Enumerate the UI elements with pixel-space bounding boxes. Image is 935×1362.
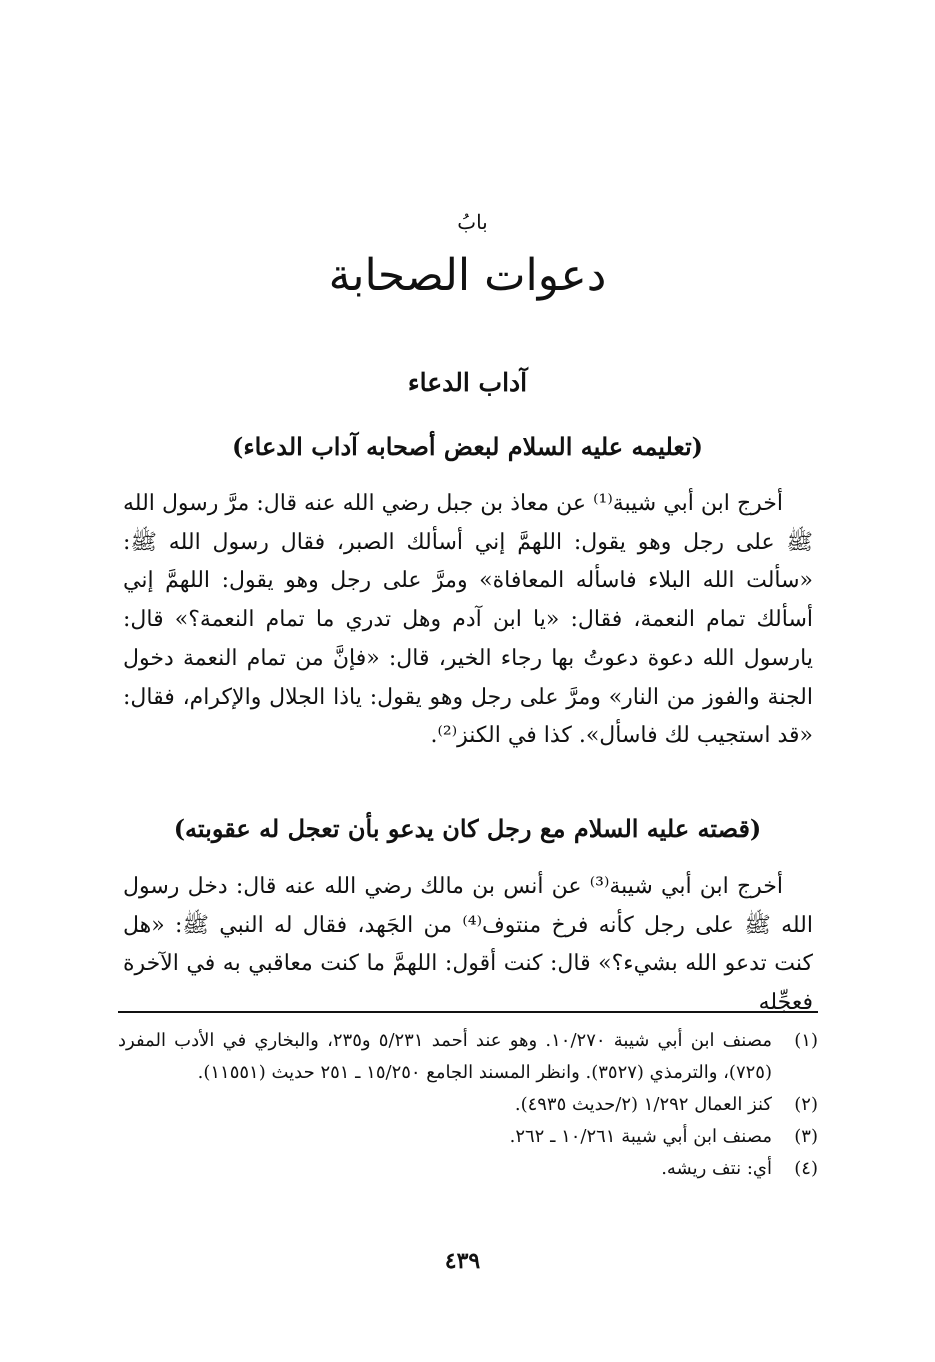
footnote-divider [118, 1011, 818, 1013]
footnote-4 [118, 1153, 818, 1185]
footnote-number: (١) [794, 1030, 818, 1051]
footnote-number: (٤) [794, 1158, 818, 1179]
footnotes-list [118, 1025, 818, 1185]
page-number: ٤٣٩ [444, 1248, 481, 1274]
footnote-text: أي: نتف ريشه. [661, 1158, 772, 1179]
footnote-2 [118, 1089, 818, 1121]
chapter-kicker: بابُ [457, 210, 488, 234]
footnote-1 [118, 1025, 818, 1089]
footnote-text: مصنف ابن أبي شيبة ١٠/٢٦١ ـ ٢٦٢. [509, 1126, 772, 1147]
chapter-title: دعوات الصحابة [328, 250, 607, 301]
footnote-text: كنز العمال ١/٢٩٢ (٢/حديث ٤٩٣٥). [514, 1094, 772, 1115]
footnote-number: (٣) [794, 1126, 818, 1147]
footnote-3 [118, 1121, 818, 1153]
footnote-text: مصنف ابن أبي شيبة ١٠/٢٧٠. وهو عند أحمد ٥/٢٣١ و٢٣٥، والبخاري في الأدب المفرد (٧٢٥)، والترمذي (٣٥٢٧). وانظر المسند الجامع ١٥/٢٥٠ ـ ٢٥١ حديث (١١٥٥١). [118, 1030, 772, 1083]
footnote-number: (٢) [794, 1094, 818, 1115]
paragraph-2: أخرج ابن أبي شيبة⁽³⁾ عن أنس بن مالك رضي الله عنه قال: دخل رسول الله ﷺ على رجل كأنه فرخ منتوف⁽⁴⁾ من الجَهد، فقال له النبي ﷺ: «هل كنت تدعو الله بشيء؟» قال: كنت أقول: اللهمَّ ما كنت معاقبي به في الآخرة فعجِّله [123, 874, 813, 1016]
paragraph-1: أخرج ابن أبي شيبة⁽¹⁾ عن معاذ بن جبل رضي الله عنه قال: مرَّ رسول الله ﷺ على رجل وهو يقول: اللهمَّ إني أسألك الصبر، فقال رسول الله ﷺ: «سألت الله البلاء فاسأله المعافاة» ومرَّ على رجل وهو يقول: اللهمَّ إني أسألك تمام النعمة، فقال: «يا ابن آدم وهل تدري ما تمام النعمة؟» قال: يارسول الله دعوة دعوتُ بها رجاء الخير، قال: «فإنَّ من تمام النعمة دخول الجنة والفوز من النار» ومرَّ على رجل وهو يقول: ياذا الجلال والإكرام، فقال: «قد استجيب لك فاسأل». كذا في الكنز⁽²⁾. [123, 491, 813, 749]
section-title: آداب الدعاء [407, 368, 528, 397]
subheading-2: (قصته عليه السلام مع رجل كان يدعو بأن تعجل له عقوبته) [173, 814, 762, 843]
subheading-1: (تعليمه عليه السلام لبعض أصحابه آداب الدعاء) [231, 432, 704, 461]
